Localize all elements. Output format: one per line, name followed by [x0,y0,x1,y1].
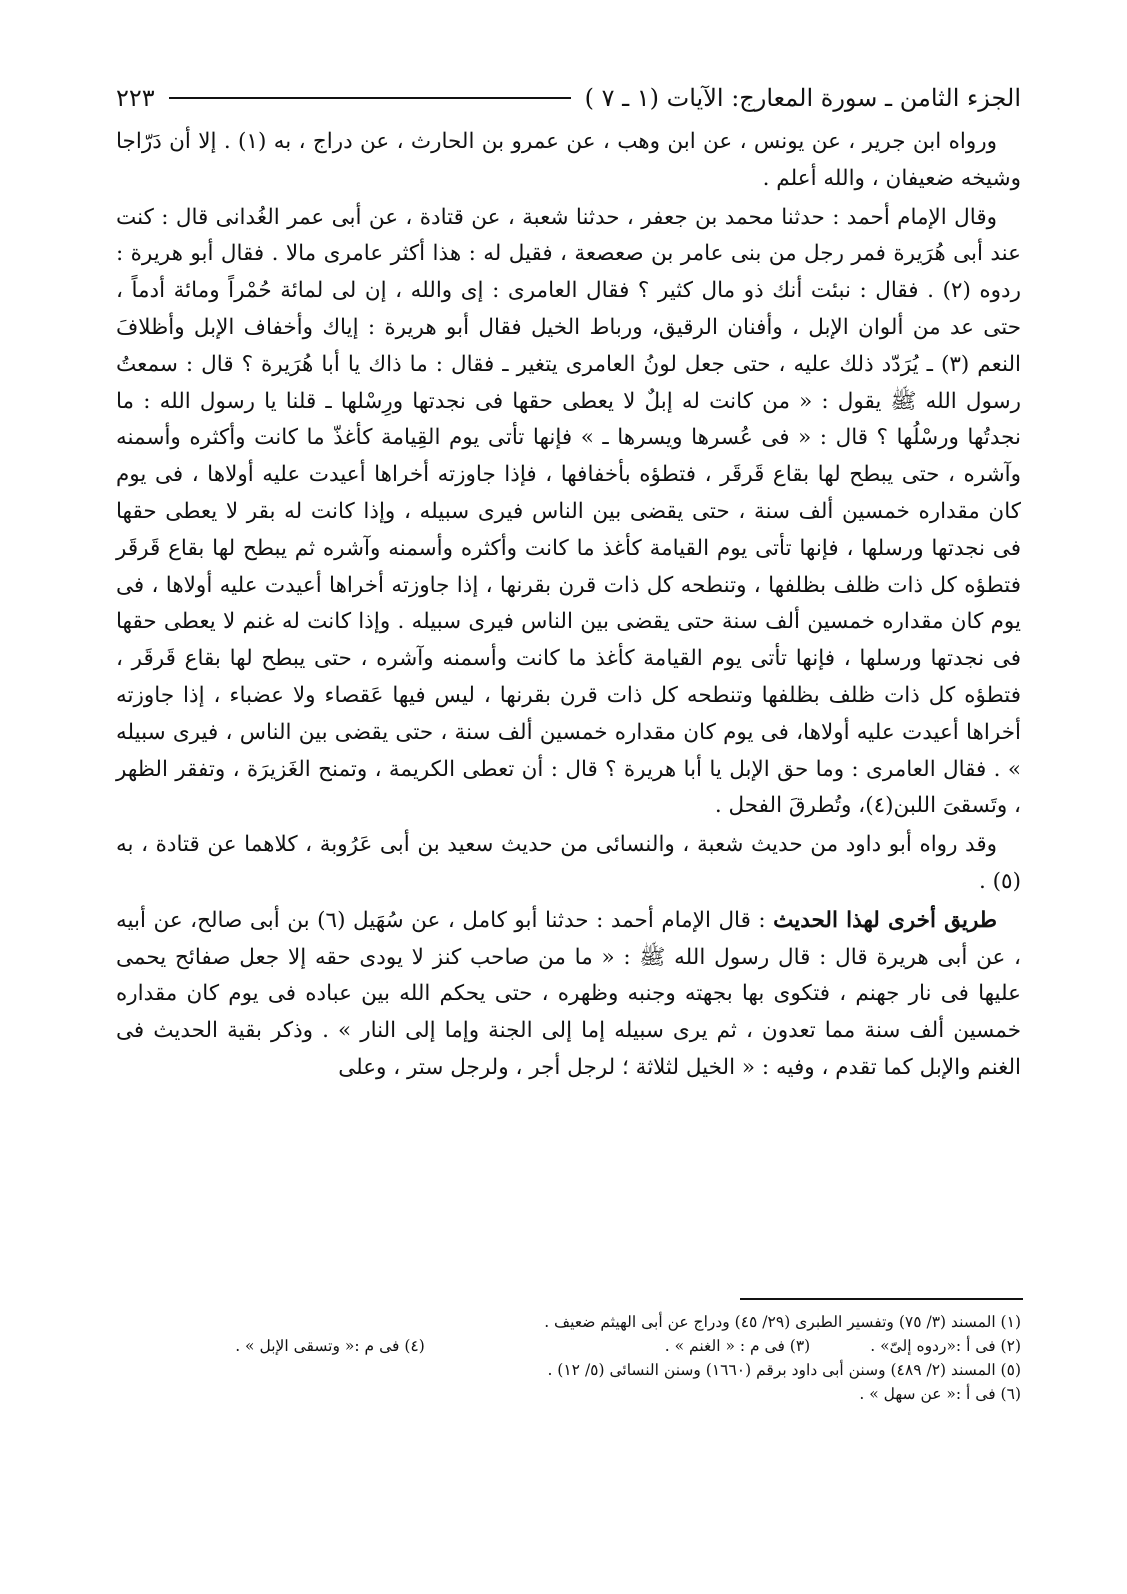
footnote-2: (٢) فى أ :«ردوه إلىّ» . [870,1337,1021,1355]
paragraph-1: ورواه ابن جرير ، عن يونس ، عن ابن وهب ، عن عمرو بن الحارث ، عن دراج ، به (١) . إلا أن دَرّاجا وشيخه ضعيفان ، والله أعلم . [116,129,1021,191]
paragraph-3: وقد رواه أبو داود من حديث شعبة ، والنسائى من حديث سعيد بن أبى عَرُوبة ، كلاهما عن قتادة ، به (٥) . [116,832,1021,894]
paragraph-4 [116,903,1021,1087]
footnote-4: (٤) فى م :« وتسقى الإبل » . [235,1337,425,1355]
header-rule [169,97,571,99]
running-header [116,78,1021,118]
footnote-separator [740,1298,1023,1300]
header-title: الجزء الثامن ـ سورة المعارج: الآيات (١ ـ ٧ ) [584,84,1021,112]
paragraph-2: وقال الإمام أحمد : حدثنا محمد بن جعفر ، حدثنا شعبة ، عن قتادة ، عن أبى عمر الغُدانى قال : كنت عند أبى هُرَيرة فمر رجل من بنى عامر بن صعصعة ، فقيل له : هذا أكثر عامرى مالا . فقال أبو هريرة : ردوه (٢) . فقال : نبئت أنك ذو مال كثير ؟ فقال العامرى : إى والله ، إن لى لمائة حُمْراً ومائة أدماً ، حتى عد من ألوان الإبل ، وأفنان الرقيق، ورباط الخيل فقال أبو هريرة : إياك وأخفاف الإبل وأظلافَ النعم (٣) ـ يُرَدّد ذلك عليه ، حتى جعل لونُ العامرى يتغير ـ فقال : ما ذاك يا أبا هُرَيرة ؟ قال : سمعتُ رسول الله ﷺ يقول : « من كانت له إبلٌ لا يعطى حقها فى نجدتها ورِسْلها ـ قلنا يا رسول الله : ما نجدتُها ورسْلُها ؟ قال : « فى عُسرها ويسرها ـ » فإنها تأتى يوم القِيامة كأغذّ ما كانت وأكثره وأسمنه وآشره ، حتى يبطح لها بقاع قَرقَر ، فتطؤه بأخفافها ، فإذا جاوزته أخراها أعيدت عليه أولاها ، فى يوم كان مقداره خمسين ألف سنة ، حتى يقضى بين الناس فيرى سبيله ، وإذا كانت له بقر لا يعطى حقها فى نجدتها ورسلها ، فإنها تأتى يوم القيامة كأغذ ما كانت وأكثره وأسمنه وآشره ثم يبطح لها بقاع قَرقَر فتطؤه كل ذات ظلف بظلفها ، وتنطحه كل ذات قرن بقرنها ، إذا جاوزته أخراها أعيدت عليه أولاها ، فى يوم كان مقداره خمسين ألف سنة حتى يقضى بين الناس فيرى سبيله . وإذا كانت له غنم لا يعطى حقها فى نجدتها ورسلها ، فإنها تأتى يوم القيامة كأغذ ما كانت وأسمنه وآشره ، حتى يبطح لها بقاع قَرقَر ، فتطؤه كل ذات ظلف بظلفها وتنطحه كل ذات قرن بقرنها ، ليس فيها عَقصاء ولا عضباء ، إذا جاوزته أخراها أعيدت عليه أولاها، فى يوم كان مقداره خمسين ألف سنة ، حتى يقضى بين الناس ، فيرى سبيله » . فقال العامرى : وما حق الإبل يا أبا هريرة ؟ قال : أن تعطى الكريمة ، وتمنح الغَزيرَة ، وتفقر الظهر ، وتَسقىَ اللبن(٤)، وتُطرقَ الفحل . [116,204,1021,819]
footnote-3: (٣) فى م : « الغنم » . [664,1337,811,1355]
footnote-6: (٦) فى أ :« عن سهل » . [859,1385,1021,1403]
footnote-5: (٥) المسند (٢/ ٤٨٩) وسنن أبى داود برقم (١٦٦٠) وسنن النسائى (٥/ ١٢) . [547,1361,1021,1379]
footnote-1: (١) المسند (٣/ ٧٥) وتفسير الطبرى (٢٩/ ٤٥) ودراج عن أبى الهيثم ضعيف . [544,1313,1021,1331]
footnotes [116,1310,1021,1406]
body-text [116,124,1021,1099]
page-number: ٢٢٣ [116,84,155,112]
footnote-row-2 [116,1334,1021,1358]
paragraph-4-text: : قال الإمام أحمد : حدثنا أبو كامل ، عن سُهَيل (٦) بن أبى صالح، عن أبيه ، عن أبى هريرة قال : قال رسول الله ﷺ : « ما من صاحب كنز لا يودى حقه إلا جعل صفائح يحمى عليها فى نار جهنم ، فتكوى بها بجهته وجنبه وظهره ، حتى يحكم الله بين عباده فى يوم كان مقداره خمسين ألف سنة مما تعدون ، ثم يرى سبيله إما إلى الجنة وإما إلى النار » . وذكر بقية الحديث فى الغنم والإبل كما تقدم ، وفيه : « الخيل لثلاثة ؛ لرجل أجر ، ولرجل ستر ، وعلى [116,907,1021,1080]
paragraph-4-lead: طريق أخرى لهذا الحديث [773,907,997,933]
